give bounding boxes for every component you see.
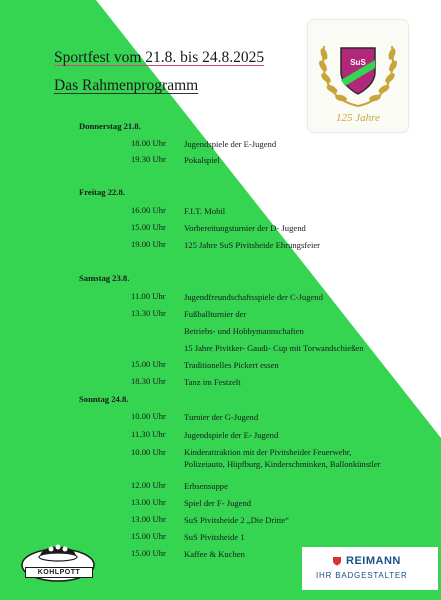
event-time: 10.00 Uhr [131, 447, 166, 457]
event-description: SuS Pivitsheide 2 „Die Dritte“ [184, 515, 290, 525]
day-heading: Donnerstag 21.8. [79, 121, 141, 131]
event-time: 15.00 Uhr [131, 531, 166, 541]
event-description: Jugendspiele der E-Jugend [184, 139, 277, 149]
event-time: 11.30 Uhr [131, 429, 166, 439]
event-description: Polizeiauto, Hüpfburg, Kinderschminken, Ballonkünstler [184, 459, 381, 469]
sponsor-logo [302, 547, 438, 590]
event-time: 10.00 Uhr [131, 411, 166, 421]
event-time: 13.30 Uhr [131, 308, 166, 318]
sponsor-name: REIMANN [346, 555, 401, 567]
event-description: Pokalspiel [184, 155, 220, 165]
page-subtitle: Das Rahmenprogramm [54, 77, 199, 94]
event-description: Turnier der G-Jugend [184, 412, 259, 422]
event-time: 19.30 Uhr [131, 154, 166, 164]
event-time: 15.00 Uhr [131, 359, 166, 369]
day-heading: Freitag 22.8. [79, 187, 125, 197]
event-description: Jugendfreundschaftsspiele der C-Jugend [184, 292, 323, 302]
event-description: SuS Pivitsheide 1 [184, 532, 245, 542]
event-time: 13.00 Uhr [131, 514, 166, 524]
event-description: 15 Jahre Pivitker- Gaudi- Cup mit Torwandschießen [184, 343, 364, 353]
event-description: Betriebs- und Hobbymannschaften [184, 326, 304, 336]
event-description: Kaffee & Kuchen [184, 549, 245, 559]
event-description: Spiel der F- Jugend [184, 498, 252, 508]
event-time: 13.00 Uhr [131, 497, 166, 507]
badge-name: KOHLPOTT [25, 567, 93, 578]
event-time: 15.00 Uhr [131, 548, 166, 558]
club-logo [308, 20, 408, 132]
event-description: Traditionelles Pickert essen [184, 360, 279, 370]
event-description: Tanz im Festzelt [184, 377, 241, 387]
event-time: 12.00 Uhr [131, 480, 166, 490]
event-description: 125 Jahre SuS Pivitsheide Ehrungsfeier [184, 240, 321, 250]
event-time: 11.00 Uhr [131, 291, 166, 301]
day-heading: Samstag 23.8. [79, 273, 130, 283]
event-time: 15.00 Uhr [131, 222, 166, 232]
badge-shield-icon [332, 556, 342, 566]
crest-label: SuS [350, 58, 366, 67]
event-time: 18.30 Uhr [131, 376, 166, 386]
event-description: Fußballturnier der [184, 309, 247, 319]
anniversary-label: 125 Jahre [336, 112, 380, 124]
event-time: 16.00 Uhr [131, 205, 166, 215]
event-time: 19.00 Uhr [131, 239, 166, 249]
event-description: Kinderattraktion mit der Pivitsheider Feuerwehr, [184, 447, 352, 457]
event-description: F.I.T. Mobil [184, 206, 226, 216]
event-time: 18.00 Uhr [131, 138, 166, 148]
day-heading: Sonntag 24.8. [79, 394, 129, 404]
event-description: Vorbereitungsturnier der D- Jugend [184, 223, 306, 233]
event-description: Erbsensuppe [184, 481, 228, 491]
club-crest-icon [341, 48, 375, 94]
event-description: Jugendspiele der E- Jugend [184, 430, 279, 440]
sponsor-tagline: IHR BADGESTALTER [316, 571, 408, 580]
page-title: Sportfest vom 21.8. bis 24.8.2025 [54, 49, 265, 66]
